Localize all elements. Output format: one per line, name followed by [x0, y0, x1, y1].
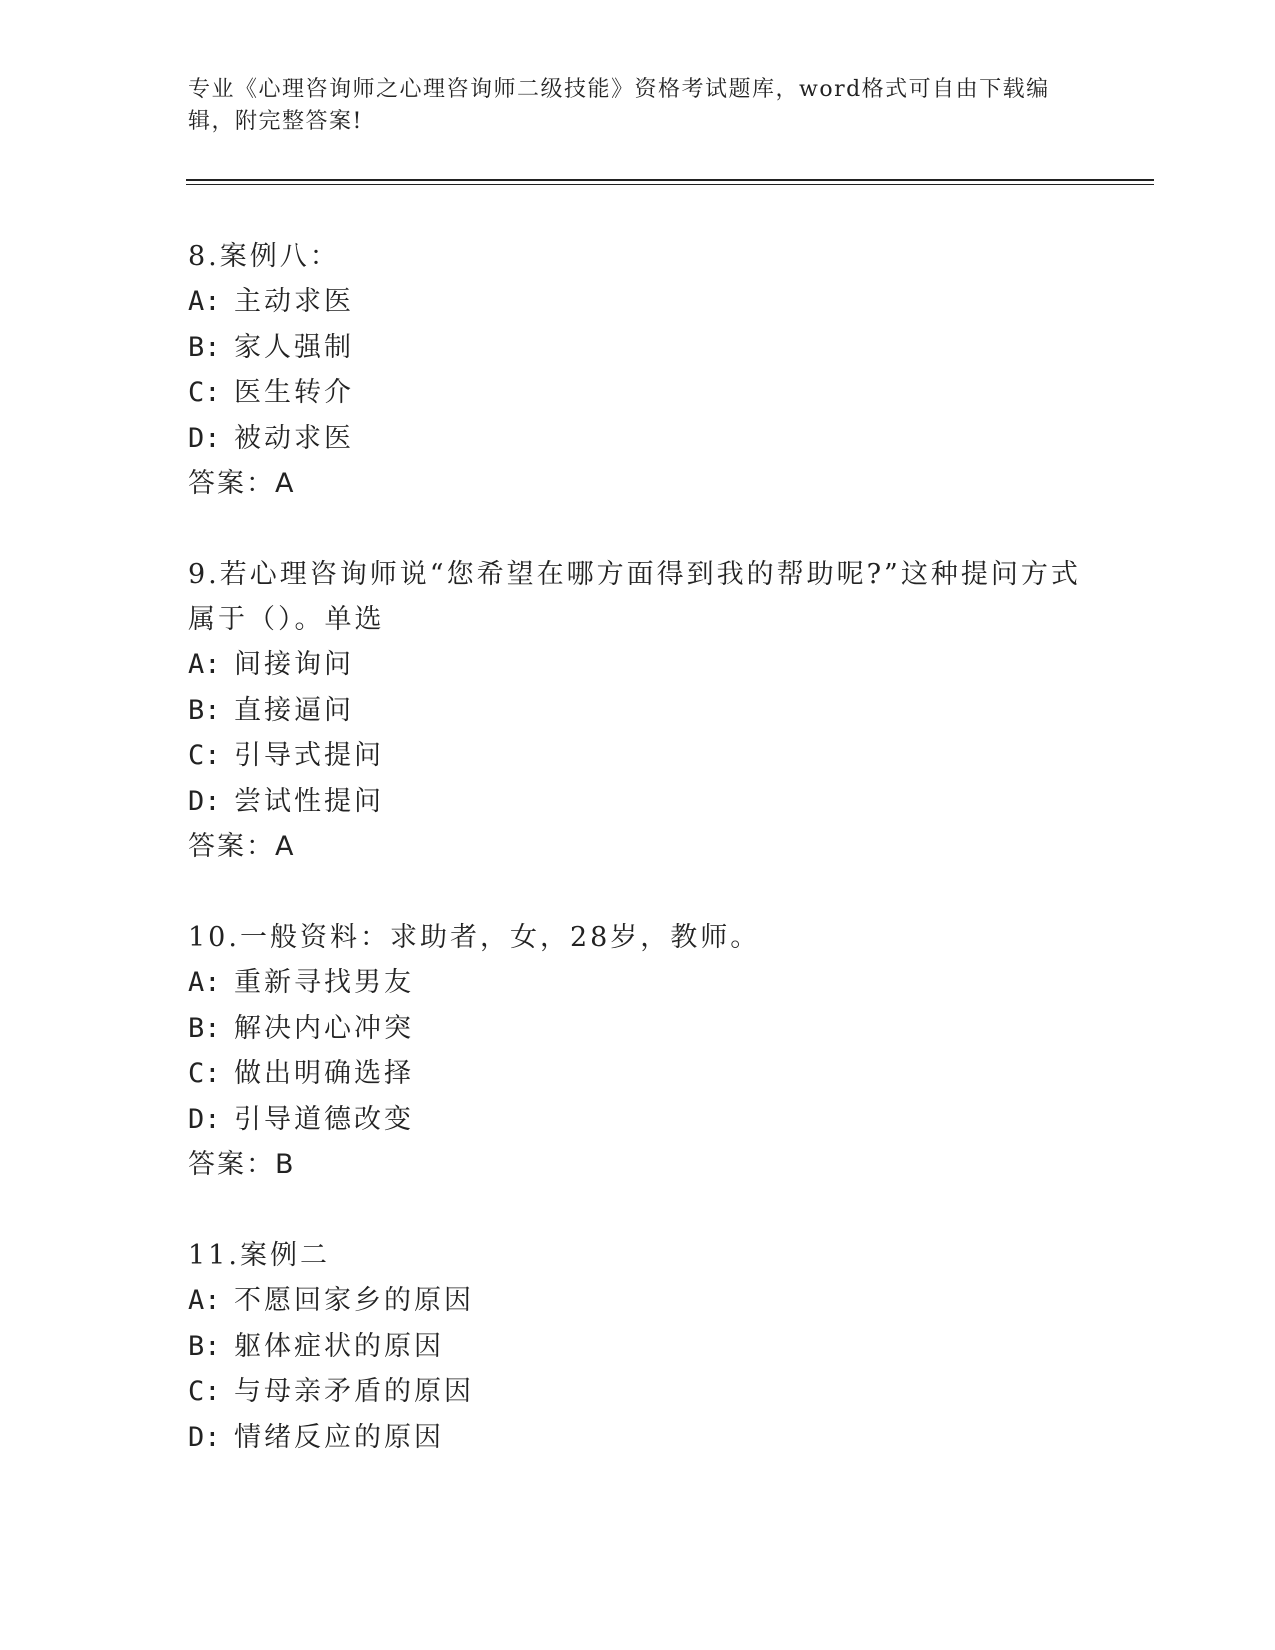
option-letter: C: — [188, 1058, 221, 1089]
option-letter: C: — [188, 377, 221, 408]
option-letter: A: — [188, 967, 221, 998]
option-letter: D: — [188, 785, 221, 817]
option-a — [188, 960, 1088, 1006]
option-letter: B: — [188, 1330, 221, 1362]
option-text: 尝试性提问 — [234, 785, 384, 817]
answer-line: 答案：A — [188, 831, 296, 862]
option-text: 被动求医 — [234, 422, 354, 454]
option-letter: B: — [188, 1012, 221, 1044]
question-stem: 10.一般资料：求助者，女，28岁，教师。 — [188, 922, 761, 953]
question-10 — [188, 915, 1088, 1187]
option-letter: C: — [188, 1376, 221, 1407]
option-c — [188, 1051, 1088, 1097]
option-a — [188, 642, 1088, 688]
option-letter: C: — [188, 740, 221, 771]
option-d — [188, 1097, 1088, 1143]
option-a — [188, 1278, 1088, 1324]
option-c — [188, 733, 1088, 779]
option-text: 情绪反应的原因 — [234, 1421, 444, 1453]
option-b — [188, 1006, 1088, 1052]
header-divider-thick — [186, 179, 1154, 181]
answer-line: 答案：B — [188, 1149, 296, 1180]
option-text: 解决内心冲突 — [234, 1012, 414, 1044]
option-letter: B: — [188, 331, 221, 363]
question-8 — [188, 234, 1088, 506]
option-c — [188, 370, 1088, 416]
option-d — [188, 779, 1088, 825]
option-text: 与母亲矛盾的原因 — [234, 1376, 474, 1407]
option-text: 间接询问 — [234, 649, 354, 680]
option-letter: A: — [188, 1285, 221, 1316]
document-header: 专业《心理咨询师之心理咨询师二级技能》资格考试题库，word格式可自由下载编辑，附完整答案! — [188, 77, 1050, 134]
option-letter: D: — [188, 1421, 221, 1453]
option-letter: A: — [188, 286, 221, 317]
option-text: 躯体症状的原因 — [234, 1330, 444, 1362]
option-letter: D: — [188, 1103, 221, 1135]
option-text: 医生转介 — [234, 377, 354, 408]
option-b — [188, 1324, 1088, 1370]
answer-line: 答案：A — [188, 468, 296, 499]
option-b — [188, 325, 1088, 371]
option-text: 引导道德改变 — [234, 1103, 414, 1135]
question-stem: 8.案例八： — [188, 241, 340, 272]
option-a — [188, 279, 1088, 325]
option-text: 做出明确选择 — [234, 1058, 414, 1089]
option-text: 家人强制 — [234, 331, 354, 363]
question-stem: 11.案例二 — [188, 1240, 330, 1271]
option-text: 不愿回家乡的原因 — [234, 1285, 474, 1316]
option-letter: D: — [188, 422, 221, 454]
option-letter: A: — [188, 649, 221, 680]
header-divider-thin — [186, 184, 1154, 185]
question-11 — [188, 1233, 1088, 1460]
option-text: 重新寻找男友 — [234, 967, 414, 998]
option-b — [188, 688, 1088, 734]
question-stem: 9.若心理咨询师说“您希望在哪方面得到我的帮助呢?”这种提问方式属于（）。单选 — [188, 559, 1081, 635]
question-list — [188, 234, 1088, 1506]
option-c — [188, 1369, 1088, 1415]
option-d — [188, 1415, 1088, 1461]
question-9 — [188, 552, 1088, 869]
option-text: 主动求医 — [234, 286, 354, 317]
option-text: 引导式提问 — [234, 740, 384, 771]
option-letter: B: — [188, 694, 221, 726]
option-text: 直接逼问 — [234, 694, 354, 726]
option-d — [188, 416, 1088, 462]
